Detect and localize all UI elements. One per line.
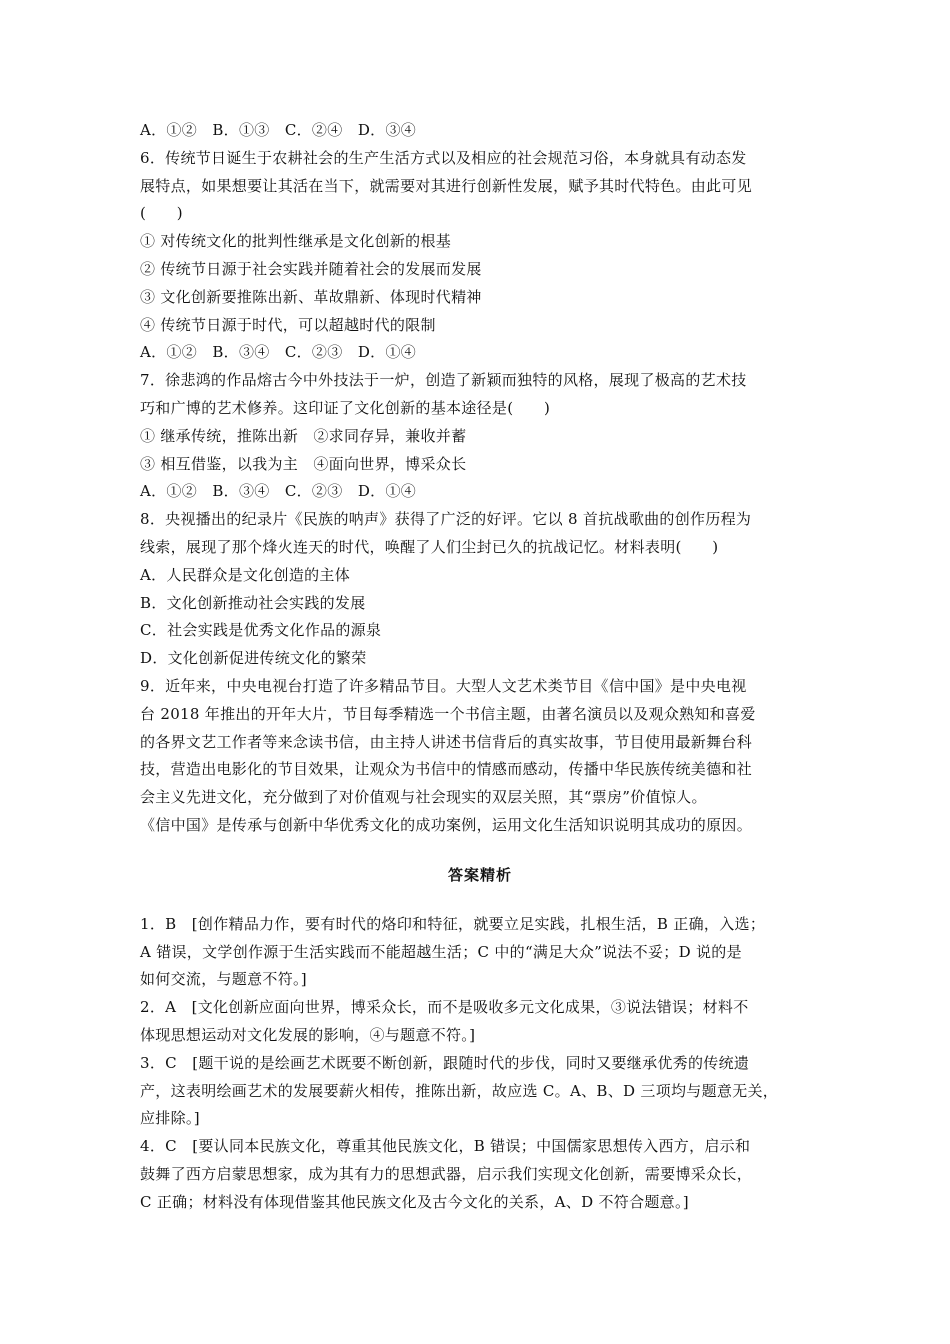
- q9-line-6: 《信中国》是传承与创新中华优秀文化的成功案例，运用文化生活知识说明其成功的原因。: [140, 815, 753, 834]
- q9-line-2: 台 2018 年推出的开年大片，节目每季精选一个书信主题，由著名演员以及观众熟知和喜爱: [140, 704, 756, 723]
- q6-stem-line-3: ( ): [140, 204, 183, 223]
- a4-line-1: 4．C [要认同本民族文化，尊重其他民族文化，B 错误；中国儒家思想传入西方，启示和: [140, 1137, 751, 1156]
- q7-item-2: ③ 相互借鉴，以我为主 ④面向世界，博采众长: [140, 454, 467, 473]
- document-page: [140, 117, 820, 1216]
- a1-line-3: 如何交流，与题意不符。]: [140, 970, 307, 989]
- q8-choice-b: B．文化创新推动社会实践的发展: [140, 593, 366, 612]
- q7-stem-line-1: 7．徐悲鸿的作品熔古今中外技法于一炉，创造了新颖而独特的风格，展现了极高的艺术技: [140, 371, 747, 390]
- q6-item-1: ① 对传统文化的批判性继承是文化创新的根基: [140, 232, 452, 251]
- q8-choice-d: D．文化创新促进传统文化的繁荣: [140, 649, 367, 668]
- answers-heading: 答案精析: [447, 865, 512, 884]
- a2-line-2: 体现思想运动对文化发展的影响，④与题意不符。]: [140, 1025, 476, 1044]
- question-9: [140, 673, 820, 840]
- a4-line-2: 鼓舞了西方启蒙思想家，成为其有力的思想武器，启示我们实现文化创新，需要博采众长，: [140, 1164, 753, 1183]
- q7-options: A．①② B．③④ C．②③ D．①④: [140, 482, 417, 501]
- q9-line-5: 会主义先进文化，充分做到了对价值观与社会现实的双层关照，其“票房”价值惊人。: [140, 788, 707, 807]
- a2-line-1: 2．A [文化创新应面向世界，博采众长，而不是吸收多元文化成果，③说法错误；材料不: [140, 998, 749, 1017]
- question-7: [140, 367, 820, 506]
- q6-item-4: ④ 传统节日源于时代，可以超越时代的限制: [140, 315, 436, 334]
- q6-stem-line-2: 展特点，如果想要让其活在当下，就需要对其进行创新性发展，赋予其时代特色。由此可见: [140, 176, 753, 195]
- a1-line-2: A 错误，文学创作源于生活实践而不能超越生活；C 中的“满足大众”说法不妥；D 说的是: [140, 942, 742, 961]
- q6-item-3: ③ 文化创新要推陈出新、革故鼎新、体现时代精神: [140, 287, 482, 306]
- a3-line-1: 3．C [题干说的是绘画艺术既要不断创新，跟随时代的步伐，同时又要继承优秀的传统遗: [140, 1053, 750, 1072]
- answer-3: [140, 1050, 820, 1133]
- a4-line-3: C 正确；材料没有体现借鉴其他民族文化及古今文化的关系，A、D 不符合题意。]: [140, 1192, 689, 1211]
- answer-4: [140, 1133, 820, 1216]
- question-6: [140, 145, 820, 367]
- q6-options: A．①② B．③④ C．②③ D．①④: [140, 343, 417, 362]
- a3-line-3: 应排除。]: [140, 1109, 200, 1128]
- q8-stem-line-1: 8．央视播出的纪录片《民族的呐声》获得了广泛的好评。它以 8 首抗战歌曲的创作历程为: [140, 510, 752, 529]
- answer-1: [140, 911, 820, 994]
- q9-line-4: 技，营造出电影化的节目效果，让观众为书信中的情感而感动，传播中华民族传统美德和社: [140, 760, 753, 779]
- question-8: [140, 506, 820, 673]
- a3-line-2: 产，这表明绘画艺术的发展要薪火相传，推陈出新，故应选 C。A、B、D 三项均与题意无关，: [140, 1081, 779, 1100]
- q5-options: A．①② B．①③ C．②④ D．③④: [140, 121, 417, 139]
- q7-item-1: ① 继承传统，推陈出新 ②求同存异，兼收并蓄: [140, 426, 467, 445]
- answer-2: [140, 994, 820, 1050]
- q8-stem-line-2: 线索，展现了那个烽火连天的时代，唤醒了人们尘封已久的抗战记忆。材料表明( ): [140, 537, 719, 556]
- q9-line-3: 的各界文艺工作者等来念读书信，由主持人讲述书信背后的真实故事，节目使用最新舞台科: [140, 732, 753, 751]
- q9-line-1: 9．近年来，中央电视台打造了许多精品节目。大型人文艺术类节目《信中国》是中央电视: [140, 676, 747, 695]
- a1-line-1: 1．B [创作精品力作，要有时代的烙印和特征，就要立足实践，扎根生活，B 正确，入选；: [140, 914, 766, 933]
- q8-choice-c: C．社会实践是优秀文化作品的源泉: [140, 621, 382, 640]
- q6-item-2: ② 传统节日源于社会实践并随着社会的发展而发展: [140, 259, 482, 278]
- q7-stem-line-2: 巧和广博的艺术修养。这印证了文化创新的基本途径是( ): [140, 398, 551, 417]
- q6-stem-line-1: 6．传统节日诞生于农耕社会的生产生活方式以及相应的社会规范习俗，本身就具有动态发: [140, 148, 747, 167]
- q8-choice-a: A．人民群众是文化创造的主体: [140, 565, 351, 584]
